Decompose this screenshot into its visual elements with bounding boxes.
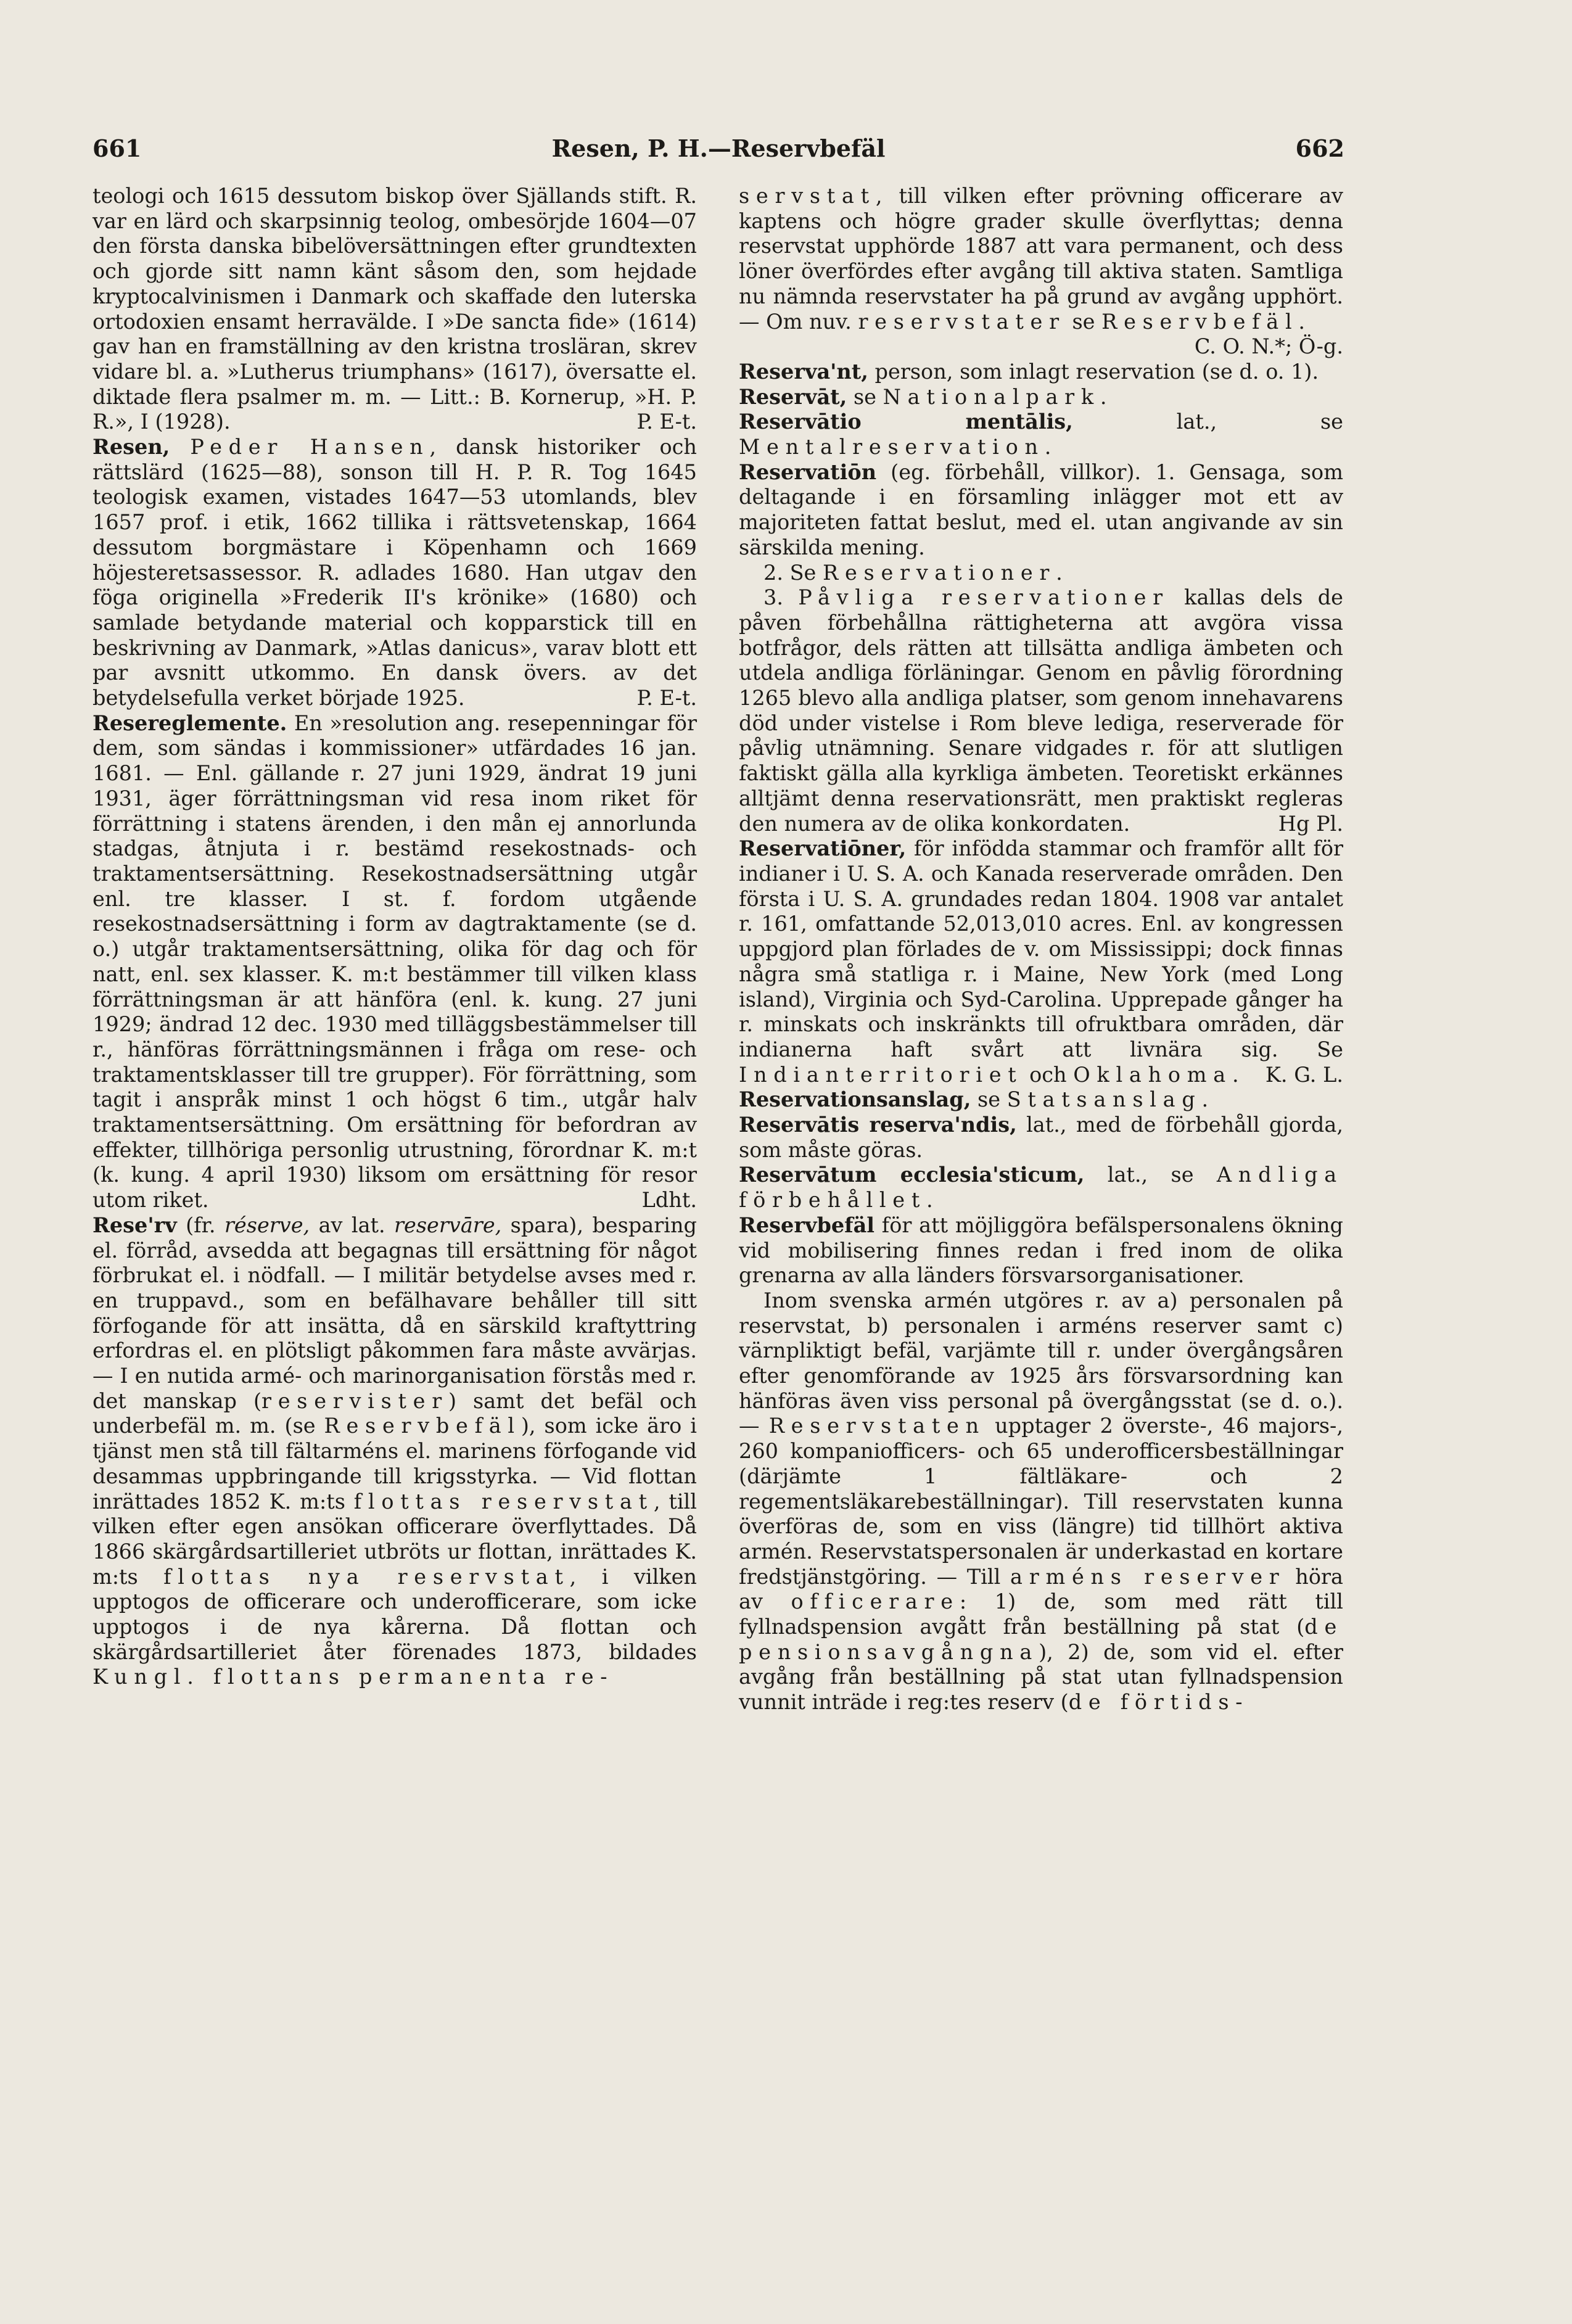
entry-text: av lat. xyxy=(310,1213,395,1237)
headword: Reservātis reserva'ndis, xyxy=(739,1113,1017,1137)
entry-text: . xyxy=(1232,1062,1239,1087)
entry-paragraph xyxy=(739,561,1343,586)
entry-text: person, som inlagt reservation (se d. o. 1). xyxy=(868,359,1319,384)
entry-text: för att möjliggöra befälspersonalens ökning vid mobilisering finnes redan i fred inom de olika grenarna av alla länders försvarsorganisationer. xyxy=(739,1213,1343,1288)
entry-text: höra av xyxy=(739,1564,1343,1614)
entry-text: spara), besparing el. förråd, avsedda att begagnas till ersättning för något förbrukat el. i nödfall. — I militär betydelse avses med r. en truppavd., som en befälhavare behåller till sitt förfogande för att insätta, då en särskild kraftyttring erfordras el. en plötsligt påkommen fara måste avvärjas. — I en nutida armé- och marinorganisation förstås med r. det manskap ( xyxy=(93,1213,697,1413)
spaced-term: Oklahoma xyxy=(1073,1062,1232,1087)
running-title: Resen, P. H.—Reservbefäl xyxy=(551,134,886,162)
spaced-term: Reservbefäl xyxy=(324,1414,521,1438)
headword: Rese'rv xyxy=(93,1213,177,1237)
entry-text: , dansk historiker och rättslärd (1625—88), sonson till H. P. R. Tog 1645 teologisk examen, vistades 1647—53 utomlands, blev 1657 prof. i etik, 1662 tillika i rättsvetenskap, 1664 dessutom borgmästare i Köpenhamn och 1669 höjesteretsassessor. R. adlades 1680. Han utgav den föga originella »Frederik II's krönike» (1680) och samlade betydande material och kopparstick till en beskrivning av Danmark, »Atlas danicus», varav blott ett par avsnitt utkommo. En dansk övers. av det betydelsefulla verket började 1925. xyxy=(93,435,697,711)
entry-paragraph xyxy=(739,1087,1343,1113)
entry-paragraph xyxy=(739,1163,1343,1213)
entry-text: (fr. xyxy=(176,1213,224,1237)
spaced-term: de förtids- xyxy=(1068,1690,1249,1715)
entry-text: för infödda stammar och framför allt för indianer i U. S. A. och Kanada reserverade områden. Den första i U. S. A. grundades redan 1804. 1908 var antalet r. 161, omfattande 52,013,010 acres. Enl. av kongressen uppgjord plan förlades de v. om Mississippi; dock finnas några små statliga r. i Maine, New York (med Long island), Virginia och Syd-Carolina. Upprepade gånger ha r. minskats och inskränkts till ofruktbara områden, där indianerna haft svårt att livnära sig. Se xyxy=(739,836,1343,1061)
entry-text: Inom svenska armén utgöres r. av a) personalen på reservstat, b) personalen i arméns reserver samt c) värnpliktigt befäl, varjämte till r. under övergångsåren efter genomförande av 1925 års försvarsordning kan hänföras även viss personal på övergångsstat (se d. o.). — xyxy=(739,1288,1343,1438)
italic-term: réserve, xyxy=(224,1213,310,1237)
entry-paragraph xyxy=(739,836,1343,1087)
spaced-term: Reservstaten xyxy=(768,1414,986,1438)
entry-text: teologi och 1615 dessutom biskop över Själlands stift. R. var en lärd och skarpsinnig teolog, ombesörjde 1604—07 den första danska bibelöversättningen efter grundtexten och gjorde sitt namn känt såsom den, som hejdade kryptocalvinismen i Danmark och skaffade den luterska ortodoxien ensamt herravälde. I »De sancta fide» (1614) gav han en framställning av den kristna trosläran, skrev vidare bl. a. »Lutherus triumphans» (1617), översatte el. diktade flera psalmer m. m. — Litt.: B. Kornerup, »H. P. R.», I (1928). xyxy=(93,184,697,434)
spaced-term: Påvliga reservationer xyxy=(798,585,1169,610)
entry-text: En »resolution ang. resepenningar för dem, som sändas i kommissioner» utfärdades 16 jan. 1681. — Enl. gällande r. 27 juni 1929, ändrat 19 juni 1931, äger förrättningsman vid resa inom riket för förrättning i statens ärenden, i den mån ej annorlunda stadgas, åtnjuta i r. bestämd resekostnads- och traktamentsersättning. Resekostnadsersättning utgår enl. tre klasser. I st. f. fordom utgående resekostnadsersättning i form av dagtraktamente (se d. o.) utgår traktamentsersättning, olika för dag och för natt, enl. sex klasser. K. m:t bestämmer till vilken klass förrättningsman är att hänföra (enl. k. kung. 27 juni 1929; ändrad 12 dec. 1930 med tilläggsbestämmelser till r., hänföras förrättningsmännen i fråga om rese- och traktamentsklasser till tre grupper). För förrättning, som tagit i anspråk minst 1 och högst 6 tim., utgår halv traktamentsersättning. Om ersättning för befordran av effekter, tillhöriga personlig utrustning, förordnar K. m:t (k. kung. 4 april 1930) liksom om ersättning för resor utom riket. xyxy=(93,711,697,1213)
entry-paragraph xyxy=(93,711,697,1213)
entry-text: ) samt det befäl och underbefäl m. m. (se xyxy=(93,1388,697,1438)
author-signature: P. E-t. xyxy=(636,686,697,711)
spaced-term: Andliga förbehållet xyxy=(739,1163,1343,1213)
entry-paragraph xyxy=(739,360,1343,385)
headword: Reservatiōn xyxy=(739,459,877,484)
spaced-term: Nationalpark xyxy=(883,384,1100,409)
spaced-term: reservstater xyxy=(858,309,1066,334)
entry-paragraph xyxy=(739,385,1343,410)
entry-paragraph xyxy=(739,460,1343,561)
entry-text: . xyxy=(1044,435,1051,459)
headword: Reserva'nt, xyxy=(739,359,868,384)
spaced-term: servstat xyxy=(739,184,876,208)
entry-text: ), som icke äro i tjänst men stå till fältarméns el. marinens förfogande vid desammas uppbringande till krigsstyrka. — Vid flottan inrättades 1852 K. m:ts xyxy=(93,1414,697,1514)
entry-text: se xyxy=(847,384,883,409)
author-signature: Hg Pl. xyxy=(1278,811,1343,836)
entry-text: lat., se xyxy=(1072,410,1343,434)
author-signature: P. E-t. xyxy=(636,410,697,434)
author-signature: C. O. N.*; Ö-g. xyxy=(1194,334,1343,359)
spaced-term: Mentalreservation xyxy=(739,435,1045,459)
headword: Reservātum ecclesia'sticum, xyxy=(739,1163,1085,1187)
entry-text: kallas dels de påven förbehållna rättigheterna att avgöra vissa botfrågor, dels rätten att tillsätta andliga ämbeten och utdela andliga förläningar. Genom en påvlig förordning 1265 blevo alla andliga platser, som genom innehavarens död under vistelse i Rom bleve lediga, reserverade för påvlig utnämning. Senare vidgades r. för att slutligen faktiskt gälla alla kyrkliga ämbeten. Teoretiskt erkännes alltjämt denna reservationsrätt, men praktiskt regleras den numera av de olika konkordaten. xyxy=(739,585,1343,836)
entry-paragraph xyxy=(739,1288,1343,1715)
spaced-term: Statsanslag xyxy=(1006,1087,1202,1112)
entry-text: : 1) de, som med rätt till fyllnadspension avgått från beställning på stat ( xyxy=(739,1589,1343,1639)
page-number-right: 662 xyxy=(1295,134,1344,162)
spaced-term: arméns reserver xyxy=(1010,1564,1286,1589)
author-signature: K. G. L. xyxy=(1265,1062,1343,1087)
spaced-term: officerare xyxy=(791,1589,960,1614)
entry-paragraph xyxy=(739,1213,1343,1288)
headword: Resereglemente. xyxy=(93,711,287,735)
spaced-term: flottas reservstat xyxy=(353,1489,654,1514)
author-signature: Ldht. xyxy=(641,1188,697,1213)
headword: Reservationsanslag, xyxy=(739,1087,971,1112)
entry-text: . xyxy=(926,1188,933,1213)
spaced-term: Peder Hansen xyxy=(190,435,430,459)
headword: Reservātio mentālis, xyxy=(739,410,1073,434)
entry-text: lat., se xyxy=(1084,1163,1217,1187)
entry-text: se xyxy=(1065,309,1102,334)
spaced-term: Reservbefäl xyxy=(1101,309,1299,334)
left-column xyxy=(93,184,697,1690)
headword: Reservatiōner, xyxy=(739,836,907,861)
entry-text: (eg. förbehåll, villkor). 1. Gensaga, som deltagande i en församling inlägger mot ett av majoriteten fattat beslut, med el. utan angivande av sin särskilda mening. xyxy=(739,459,1343,559)
page-number-left: 661 xyxy=(93,134,142,162)
entry-text: lat., med de förbehåll gjorda, som måste göras. xyxy=(739,1113,1343,1162)
entry-text: upptager 2 överste-, 46 majors-, 260 kompaniofficers- och 65 underofficersbeställningar (därjämte 1 fältläkare- och 2 regementsläkarebeställningar). Till reservstaten kunna överföras de, som en viss (längre) tid tillhört aktiva armén. Reservstatspersonalen är underkastad en kortare fredstjänstgöring. — Till xyxy=(739,1414,1343,1589)
spaced-term: Kungl. flottans permanenta re- xyxy=(93,1665,614,1689)
continued-paragraph xyxy=(739,184,1343,360)
headword: Reservāt, xyxy=(739,384,847,409)
entry-text: , i vilken upptogos de officerare och underofficerare, som icke upptogos i de nya kårerna. Då flottan och skärgårdsartilleriet åter förenades 1873, bildades xyxy=(93,1564,697,1664)
entry-text: 3. xyxy=(763,585,799,610)
entry-text: ), 2) de, som vid el. efter avgång från beställning på stat utan fyllnadspension vunnit inträde i reg:tes reserv ( xyxy=(739,1639,1343,1715)
entry-paragraph xyxy=(93,435,697,711)
spaced-term: Indianterritoriet xyxy=(739,1062,1023,1087)
entry-text: , till vilken efter prövning officerare av kaptens och högre grader skulle överflyttas; denna reservstat upphörde 1887 att vara permanent, och dess löner överfördes efter avgång till aktiva staten. Samtliga nu nämnda reservstater ha på grund av avgång upphört. — Om nuv. xyxy=(739,184,1343,334)
right-column xyxy=(739,184,1343,1715)
headword: Reservbefäl xyxy=(739,1213,875,1237)
entry-paragraph xyxy=(739,410,1343,459)
entry-text: 2. Se xyxy=(763,560,823,585)
entry-text: . xyxy=(1298,309,1306,334)
entry-text: . xyxy=(1056,560,1063,585)
entry-text: . xyxy=(1201,1087,1209,1112)
entry-paragraph xyxy=(739,1113,1343,1163)
spaced-term: flottas nya reservstat xyxy=(163,1564,570,1589)
entry-text: och xyxy=(1023,1062,1074,1087)
entry-paragraph xyxy=(93,184,697,435)
spaced-term: Reservationer xyxy=(823,560,1056,585)
headword: Resen, xyxy=(93,435,191,459)
entry-text: , till vilken efter egen ansökan officerare överflyttades. Då 1866 skärgårdsartilleriet utbröts ur flottan, inrättades K. m:ts xyxy=(93,1489,697,1589)
italic-term: reservāre, xyxy=(394,1213,502,1237)
spaced-term: reservister xyxy=(261,1388,448,1413)
entry-text: se xyxy=(971,1087,1007,1112)
entry-paragraph xyxy=(93,1213,697,1690)
spaced-term: de pensionsavgångna xyxy=(739,1615,1343,1664)
entry-paragraph xyxy=(739,585,1343,836)
entry-text: . xyxy=(1100,384,1107,409)
running-header xyxy=(93,134,1344,171)
